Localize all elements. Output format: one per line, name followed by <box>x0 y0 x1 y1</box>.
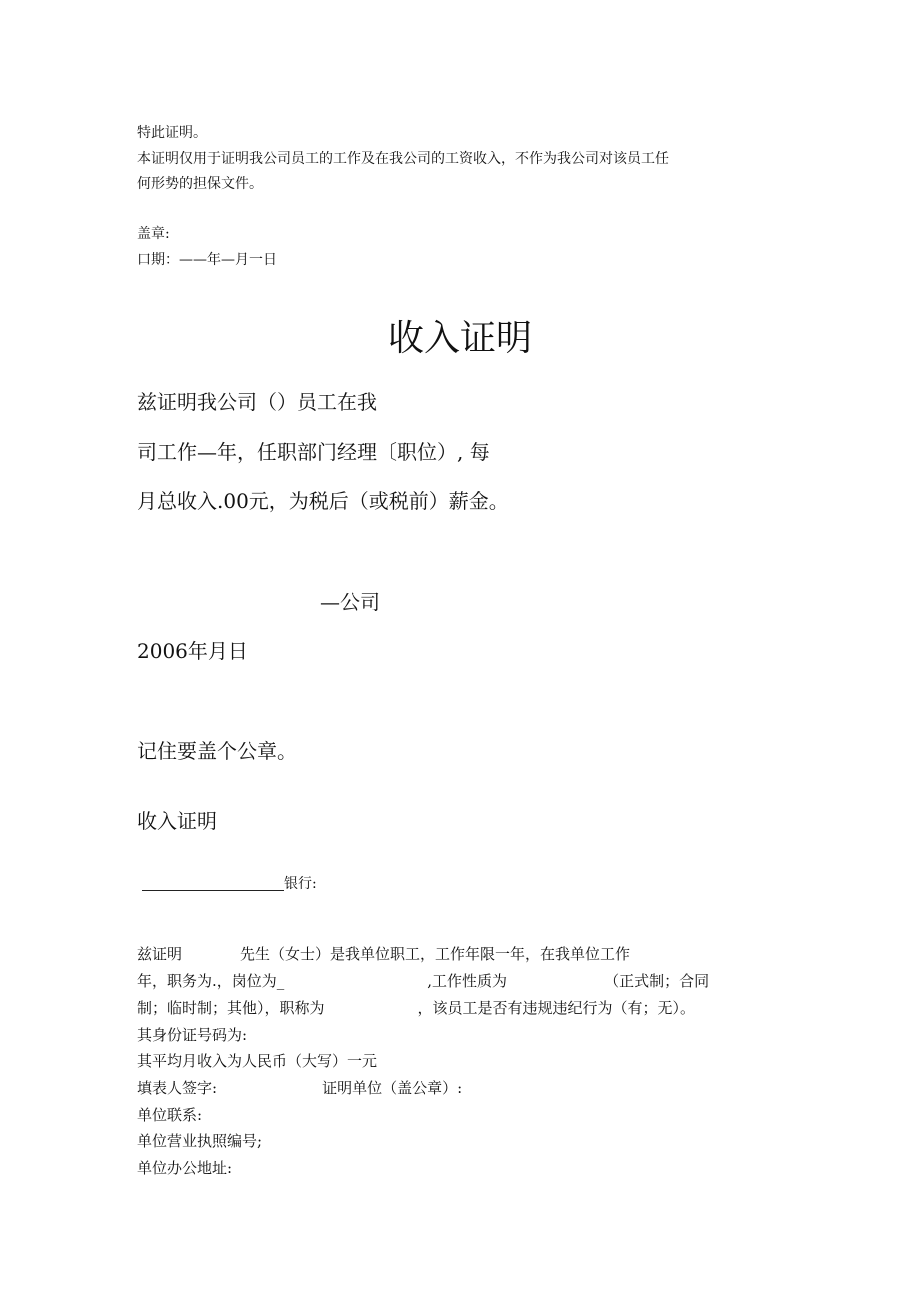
cert2-line-1-end: 先生（女士）是我单位职工，工作年限一年，在我单位工作 <box>240 945 631 963</box>
company-name: —公司 <box>320 590 380 614</box>
certificate-date: 2006年月日 <box>137 639 248 663</box>
office-address-line: 单位办公地址: <box>137 1159 233 1177</box>
filler-signature-label: 填表人签字: <box>137 1079 218 1097</box>
closing-statement: 特此证明。 <box>137 125 207 141</box>
bank-line <box>142 876 317 891</box>
business-license-line: 单位营业执照编号; <box>137 1132 263 1150</box>
bank-label: 银行: <box>284 876 317 892</box>
seal-label: 盖章: <box>137 226 170 242</box>
cert2-line-1-start: 兹证明 <box>137 945 183 963</box>
income-line: 其平均月收入为人民币（大写）一元 <box>137 1052 378 1070</box>
unit-contact-line: 单位联系: <box>137 1106 203 1124</box>
seal-reminder: 记住要盖个公章。 <box>137 739 297 763</box>
cert2-line-1 <box>137 947 630 962</box>
disclaimer-line-2: 何形势的担保文件。 <box>137 176 263 192</box>
cert2-position-text: 年，职务为.，岗位为_ <box>137 972 285 990</box>
cert2-title-text: 制；临时制；其他），职称为 <box>137 999 325 1017</box>
cert2-nature-text: ,工作性质为 <box>427 972 508 990</box>
cert-paragraph-line-1: 兹证明我公司（）员工在我 <box>137 390 377 414</box>
cert-paragraph-line-3: 月总收入.00元，为税后（或税前）薪金。 <box>137 489 509 513</box>
disclaimer-line-1: 本证明仅用于证明我公司员工的工作及在我公司的工资收入，不作为我公司对该员工任 <box>137 151 669 167</box>
signature-line <box>137 1081 462 1096</box>
second-certificate-title: 收入证明 <box>137 809 217 833</box>
cert-paragraph-line-2: 司工作—年，任职部门经理〔职位）, 每 <box>137 440 490 464</box>
id-number-line: 其身份证号码为: <box>137 1026 248 1044</box>
cert2-line-3 <box>137 1001 695 1016</box>
certificate-title: 收入证明 <box>387 318 532 359</box>
bank-name-blank <box>142 876 284 891</box>
cert2-nature-options: （正式制；合同 <box>604 972 710 990</box>
date-line: 口期：——年—月一日 <box>137 252 277 268</box>
issuing-unit-label: 证明单位（盖公章）: <box>322 1079 463 1097</box>
cert2-violation-text: ，该员工是否有违规违纪行为（有；无）。 <box>417 999 696 1017</box>
cert2-line-2 <box>137 974 709 989</box>
